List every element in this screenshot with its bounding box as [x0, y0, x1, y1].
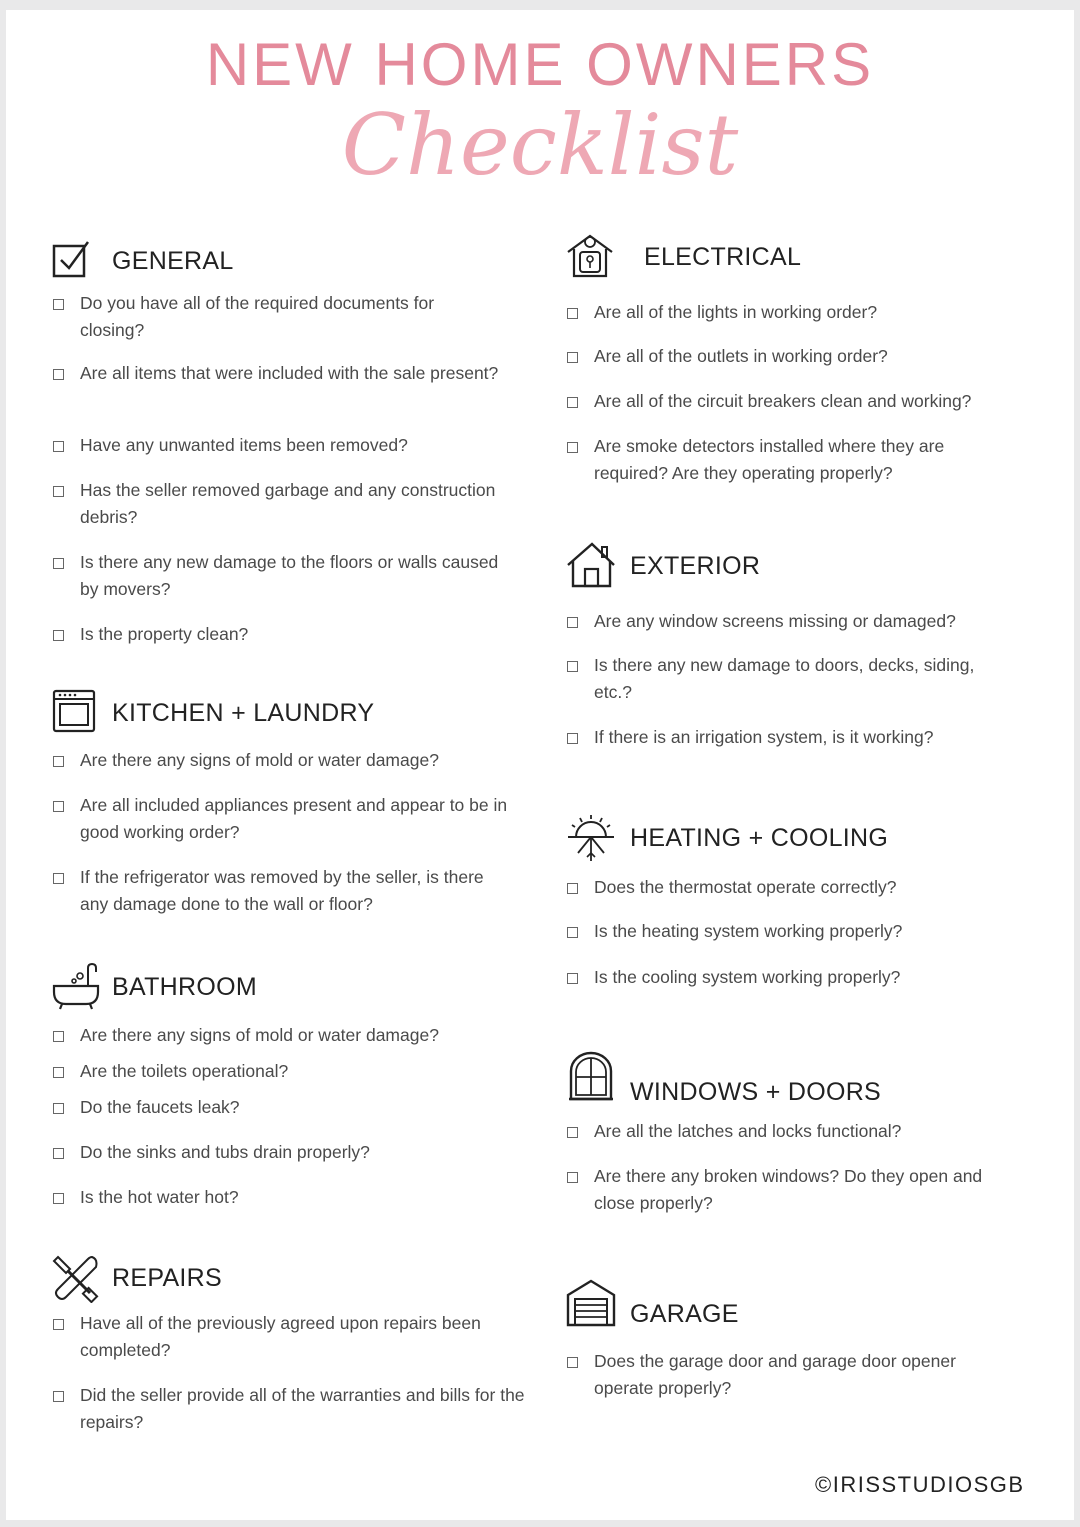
list-item: Did the seller provide all of the warranties and bills for the repairs? — [53, 1382, 543, 1436]
checkbox[interactable] — [53, 1193, 64, 1204]
list-item: Are smoke detectors installed where they are required? Are they operating properly? — [567, 433, 1007, 487]
list-item: Have all of the previously agreed upon repairs been completed? — [53, 1310, 513, 1364]
checkbox[interactable] — [567, 308, 578, 319]
checkbox[interactable] — [567, 617, 578, 628]
checkbox[interactable] — [567, 397, 578, 408]
checkbox[interactable] — [53, 1148, 64, 1159]
list-item: Do you have all of the required documents for closing? — [53, 290, 503, 344]
section-electrical-header — [566, 232, 801, 282]
list-item: Do the faucets leak? — [53, 1094, 513, 1121]
section-general-header — [52, 236, 234, 286]
checkbox[interactable] — [567, 1357, 578, 1368]
list-item: Do the sinks and tubs drain properly? — [53, 1139, 513, 1166]
page-title: NEW HOME OWNERS — [205, 31, 875, 98]
checkbox[interactable] — [567, 1127, 578, 1138]
checkbox[interactable] — [53, 873, 64, 884]
list-item: Are all included appliances present and appear to be in good working order? — [53, 792, 513, 846]
checkbox[interactable] — [53, 299, 64, 310]
list-item: Are there any signs of mold or water damage? — [53, 747, 513, 774]
checkbox[interactable] — [53, 630, 64, 641]
checkbox[interactable] — [53, 441, 64, 452]
list-item: Does the garage door and garage door opener operate properly? — [567, 1348, 1017, 1402]
checkbox[interactable] — [53, 369, 64, 380]
section-heating-header — [566, 813, 888, 863]
list-item: Are all items that were included with the sale present? — [53, 360, 503, 387]
electric-house-icon — [566, 232, 616, 282]
checkbox[interactable] — [53, 801, 64, 812]
list-item: Are there any signs of mold or water damage? — [53, 1022, 513, 1049]
list-item: Is the heating system working properly? — [567, 918, 1037, 945]
section-garage-header — [566, 1278, 739, 1329]
checkbox[interactable] — [567, 927, 578, 938]
list-item: Is there any new damage to doors, decks, siding, etc.? — [567, 652, 987, 706]
section-kitchen-header — [52, 688, 374, 738]
section-title: ELECTRICAL — [644, 242, 802, 271]
section-repairs-header — [52, 1253, 222, 1303]
section-title: EXTERIOR — [630, 551, 761, 580]
list-item: Has the seller removed garbage and any construction debris? — [53, 477, 503, 531]
checkbox[interactable] — [53, 756, 64, 767]
list-item: If there is an irrigation system, is it working? — [567, 724, 1037, 751]
list-item: Are all of the circuit breakers clean and working? — [567, 388, 1037, 415]
checkbox[interactable] — [567, 733, 578, 744]
garage-icon — [566, 1279, 616, 1329]
tools-icon — [52, 1253, 102, 1303]
checkbox-icon — [52, 236, 102, 286]
section-exterior-header — [566, 541, 760, 591]
checkbox[interactable] — [567, 352, 578, 363]
checkbox[interactable] — [53, 486, 64, 497]
copyright-text: ©IRISSTUDIOSGB — [815, 1472, 1025, 1497]
oven-icon — [52, 688, 102, 738]
checkbox[interactable] — [53, 1391, 64, 1402]
checkbox[interactable] — [53, 558, 64, 569]
section-title: GARAGE — [630, 1300, 739, 1328]
sun-snowflake-icon — [566, 813, 616, 863]
list-item: Are there any broken windows? Do they open and close properly? — [567, 1163, 1017, 1217]
list-item: Does the thermostat operate correctly? — [567, 874, 1037, 901]
checkbox[interactable] — [567, 661, 578, 672]
list-item: Is the hot water hot? — [53, 1184, 513, 1211]
list-item: Is the property clean? — [53, 621, 503, 648]
section-title: WINDOWS + DOORS — [630, 1078, 882, 1106]
list-item: Are all the latches and locks functional? — [567, 1118, 1037, 1145]
house-icon — [566, 541, 616, 591]
checkbox[interactable] — [53, 1103, 64, 1114]
list-item: Are all of the outlets in working order? — [567, 343, 1037, 370]
section-title: REPAIRS — [112, 1263, 222, 1292]
checkbox[interactable] — [567, 442, 578, 453]
list-item: Is there any new damage to the floors or walls caused by movers? — [53, 549, 503, 603]
checkbox[interactable] — [567, 1172, 578, 1183]
checkbox[interactable] — [567, 973, 578, 984]
section-title: BATHROOM — [112, 972, 257, 1001]
checkbox[interactable] — [53, 1319, 64, 1330]
list-item: Are all of the lights in working order? — [567, 299, 1037, 326]
list-item: Is the cooling system working properly? — [567, 964, 1037, 991]
page-subtitle: Checklist — [341, 96, 739, 194]
checkbox[interactable] — [53, 1067, 64, 1078]
window-icon — [566, 1051, 616, 1101]
section-title: HEATING + COOLING — [630, 823, 889, 852]
section-title: GENERAL — [112, 246, 234, 275]
list-item: Have any unwanted items been removed? — [53, 432, 503, 459]
list-item: Are any window screens missing or damaged? — [567, 608, 1037, 635]
list-item: Are the toilets operational? — [53, 1058, 513, 1085]
section-windows-header — [566, 1044, 881, 1107]
list-item: If the refrigerator was removed by the seller, is there any damage done to the wall or floor? — [53, 864, 513, 918]
bathtub-icon — [52, 962, 102, 1012]
section-title: KITCHEN + LAUNDRY — [112, 698, 375, 727]
section-bathroom-header — [52, 962, 257, 1012]
checkbox[interactable] — [53, 1031, 64, 1042]
checkbox[interactable] — [567, 883, 578, 894]
